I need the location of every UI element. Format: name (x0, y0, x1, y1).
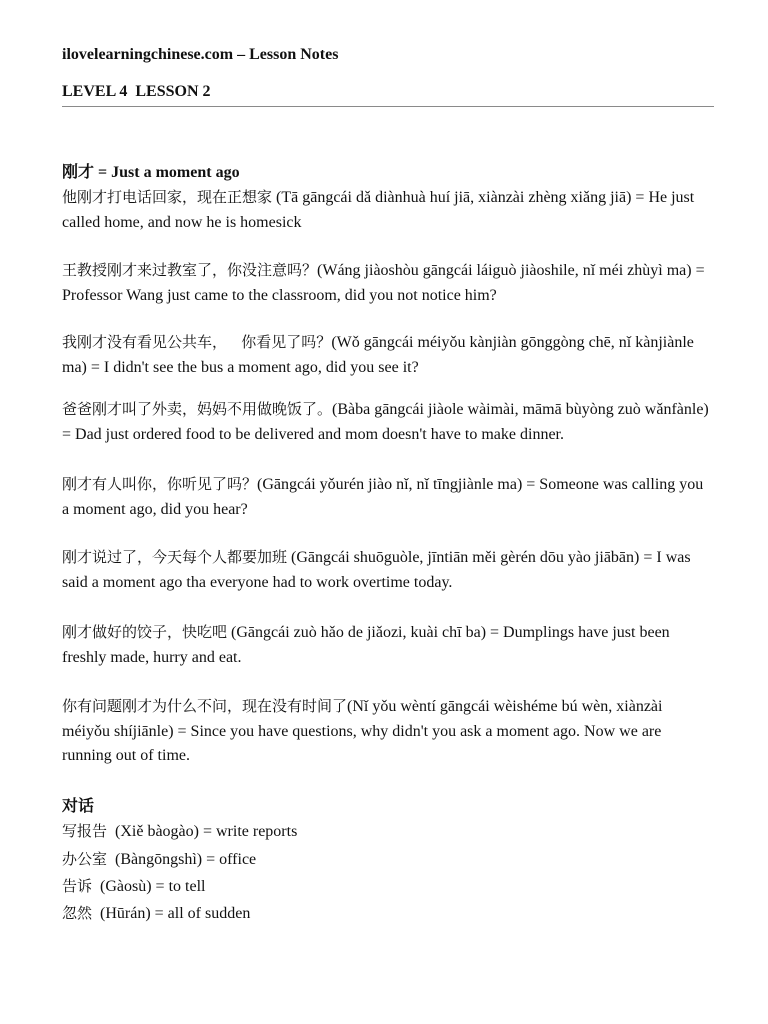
vocab-item-1 (62, 820, 297, 841)
vocab-item-3 (62, 875, 205, 896)
dialogue-heading: 对话 (62, 796, 95, 815)
example-sentence-6 (62, 545, 714, 595)
header-divider (62, 106, 714, 107)
example-sentence-3 (62, 330, 714, 380)
example-translation: (Tā gāngcái dǎ diànhuà huí jiā, xiànzài zhèng xiǎng jiā) = He just called home, and now he is homesick (62, 189, 695, 231)
example-chinese: 爸爸刚才叫了外卖，妈妈不用做晚饭了。 (62, 400, 333, 418)
vocab-item-4 (62, 902, 250, 923)
example-translation: (Bàba gāngcái jiàole wàimài, māmā bùyòng zuò wǎnfànle) = Dad just ordered food to be delivered and mom doesn't have to make dinner. (62, 401, 709, 443)
vocab-definition: (Xiě bàogào) = write reports (107, 823, 298, 840)
example-sentence-4 (62, 397, 714, 447)
example-sentence-8 (62, 694, 714, 769)
vocab-item-2 (62, 848, 256, 869)
vocab-definition: (Bàngōngshì) = office (107, 851, 257, 868)
example-sentence-5 (62, 472, 714, 522)
topic-heading (62, 159, 240, 182)
example-chinese: 他刚才打电话回家，现在正想家 (62, 188, 273, 206)
vocab-chinese: 办公室 (62, 850, 108, 868)
example-translation: (Gāngcái yǒurén jiào nǐ, nǐ tīngjiànle ma) = Someone was calling you a moment ago, did you hear? (62, 476, 704, 518)
example-sentence-7 (62, 620, 714, 670)
example-chinese: 我刚才没有看见公共车， 你看见了吗？ (62, 333, 332, 351)
example-translation: (Wáng jiàoshòu gāngcái láiguò jiàoshile, nǐ méi zhùyì ma) = Professor Wang just came to the classroom, did you not notice him? (62, 262, 705, 304)
example-chinese: 刚才有人叫你，你听见了吗？ (62, 475, 258, 493)
topic-hanzi: 刚才 (62, 162, 95, 181)
example-chinese: 刚才做好的饺子，快吃吧 (62, 623, 228, 641)
example-translation: (Wǒ gāngcái méiyǒu kànjiàn gōnggòng chē, nǐ kànjiànle ma) = I didn't see the bus a moment ago, did you see it? (62, 334, 694, 376)
example-translation: (Gāngcái zuò hǎo de jiǎozi, kuài chī ba) = Dumplings have just been freshly made, hurry and eat. (62, 624, 670, 666)
topic-meaning: = Just a moment ago (94, 164, 240, 181)
vocab-definition: (Hūrán) = all of sudden (92, 905, 251, 922)
vocab-chinese: 告诉 (62, 877, 93, 895)
lesson-title: LEVEL 4 LESSON 2 (62, 83, 211, 100)
vocab-chinese: 写报告 (62, 822, 108, 840)
vocab-chinese: 忽然 (62, 904, 93, 922)
example-sentence-2 (62, 258, 714, 308)
example-translation: (Gāngcái shuōguòle, jīntiān měi gèrén dōu yào jiābān) = I was said a moment ago tha everyone had to work overtime today. (62, 549, 691, 591)
vocab-definition: (Gàosù) = to tell (92, 878, 206, 895)
example-translation: (Nǐ yǒu wèntí gāngcái wèishéme bú wèn, xiànzài méiyǒu shíjiānle) = Since you have questions, why didn't you ask a moment ago. Now we are running out of time. (62, 698, 663, 764)
example-sentence-1 (62, 185, 714, 235)
site-title: ilovelearningchinese.com – Lesson Notes (62, 46, 339, 63)
example-chinese: 刚才说过了，今天每个人都要加班 (62, 548, 288, 566)
example-chinese: 王教授刚才来过教室了，你没注意吗？ (62, 261, 318, 279)
example-chinese: 你有问题刚才为什么不问，现在没有时间了 (62, 697, 348, 715)
